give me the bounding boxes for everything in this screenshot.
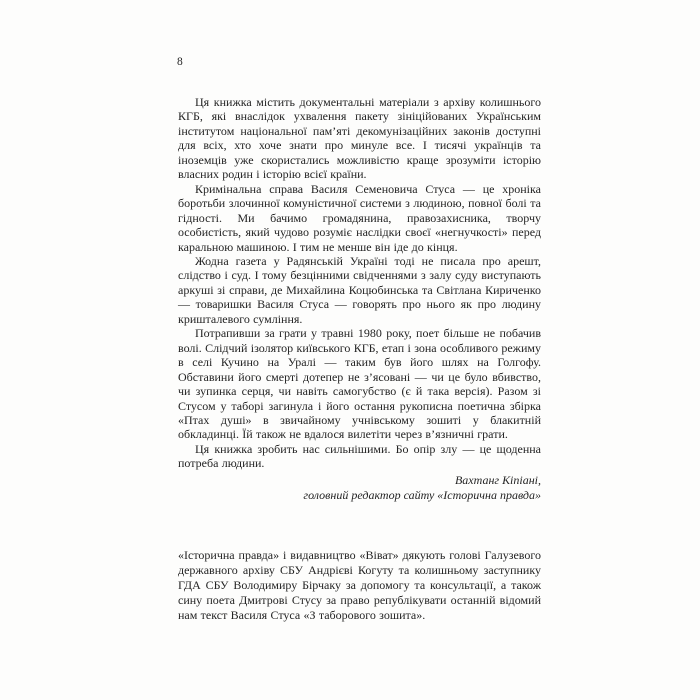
acknowledgment-note: «Історична правда» і видавництво «Віват» дякують голові Галузевого державного архіву СБУ Андрієві Когуту та колишньому заступнику ГДА СБУ Володимиру Бірчаку за допомогу та консультації, а також сину поета Дмитрові Стусу за право републікувати останній відомий нам текст Василя Стуса «З таборового зошита». [178,548,541,623]
attribution-role: головний редактор сайту «Історична правда» [303,487,541,502]
paragraph-intro: Ця книжка містить документальні матеріали з архіву колишнього КГБ, які внаслідок ухвалення пакету зініційованих Українським інститутом національної пам’яті декомунізаційних законів доступні для всіх, хто хоче знати про минуле все. І тисячі українців та іноземців уже скористались можливістю краще зрозуміти історію власних родин і історію всієї країни. [178,95,541,182]
paragraph-closing: Ця книжка зробить нас сильнішими. Бо опір злу — це щоденна потреба людини. [178,441,541,471]
paragraph-imprisonment: Потрапивши за грати у травні 1980 року, поет більше не побачив волі. Слідчий ізолятор київського КГБ, етап і зона особливого режиму в селі Кучино на Уралі — таким був його шлях на Голгофу. Обставини його смерті дотепер не з’ясовані — чи це було вбивство, чи зупинка серця, чи навіть самогубство (є й така версія). Разом зі Стусом у таборі загинула і його остання рукописна поетична збірка «Птах душі» в звичайному учнівському зошиті у блакитній обкладинці. Їй також не вдалося вилетіти через в’язничні грати. [178,326,541,442]
paragraph-criminal-case: Кримінальна справа Василя Семеновича Стуса — це хроніка боротьби злочинної комуністичної системи з людиною, повної болі та гідності. Ми бачимо громадянина, правозахисника, творчу особистість, який чудово розуміє наслідки своєї «негнучкості» перед каральною машиною. І тим не менше він іде до кінця. [178,181,541,254]
page-number: 8 [177,56,184,68]
attribution [178,473,541,503]
main-text [178,95,541,503]
paragraph-no-newspaper: Жодна газета у Радянській Україні тоді не писала про арешт, слідство і суд. І тому безцінними свідченнями з залу суду виступають аркуші зі справи, де Михайлина Коцюбинська та Світлана Кириченко — товаришки Василя Стуса — говорять про нього як про людину кришталевого сумління. [178,253,541,326]
attribution-name: Вахтанг Кіпіані, [454,472,541,487]
